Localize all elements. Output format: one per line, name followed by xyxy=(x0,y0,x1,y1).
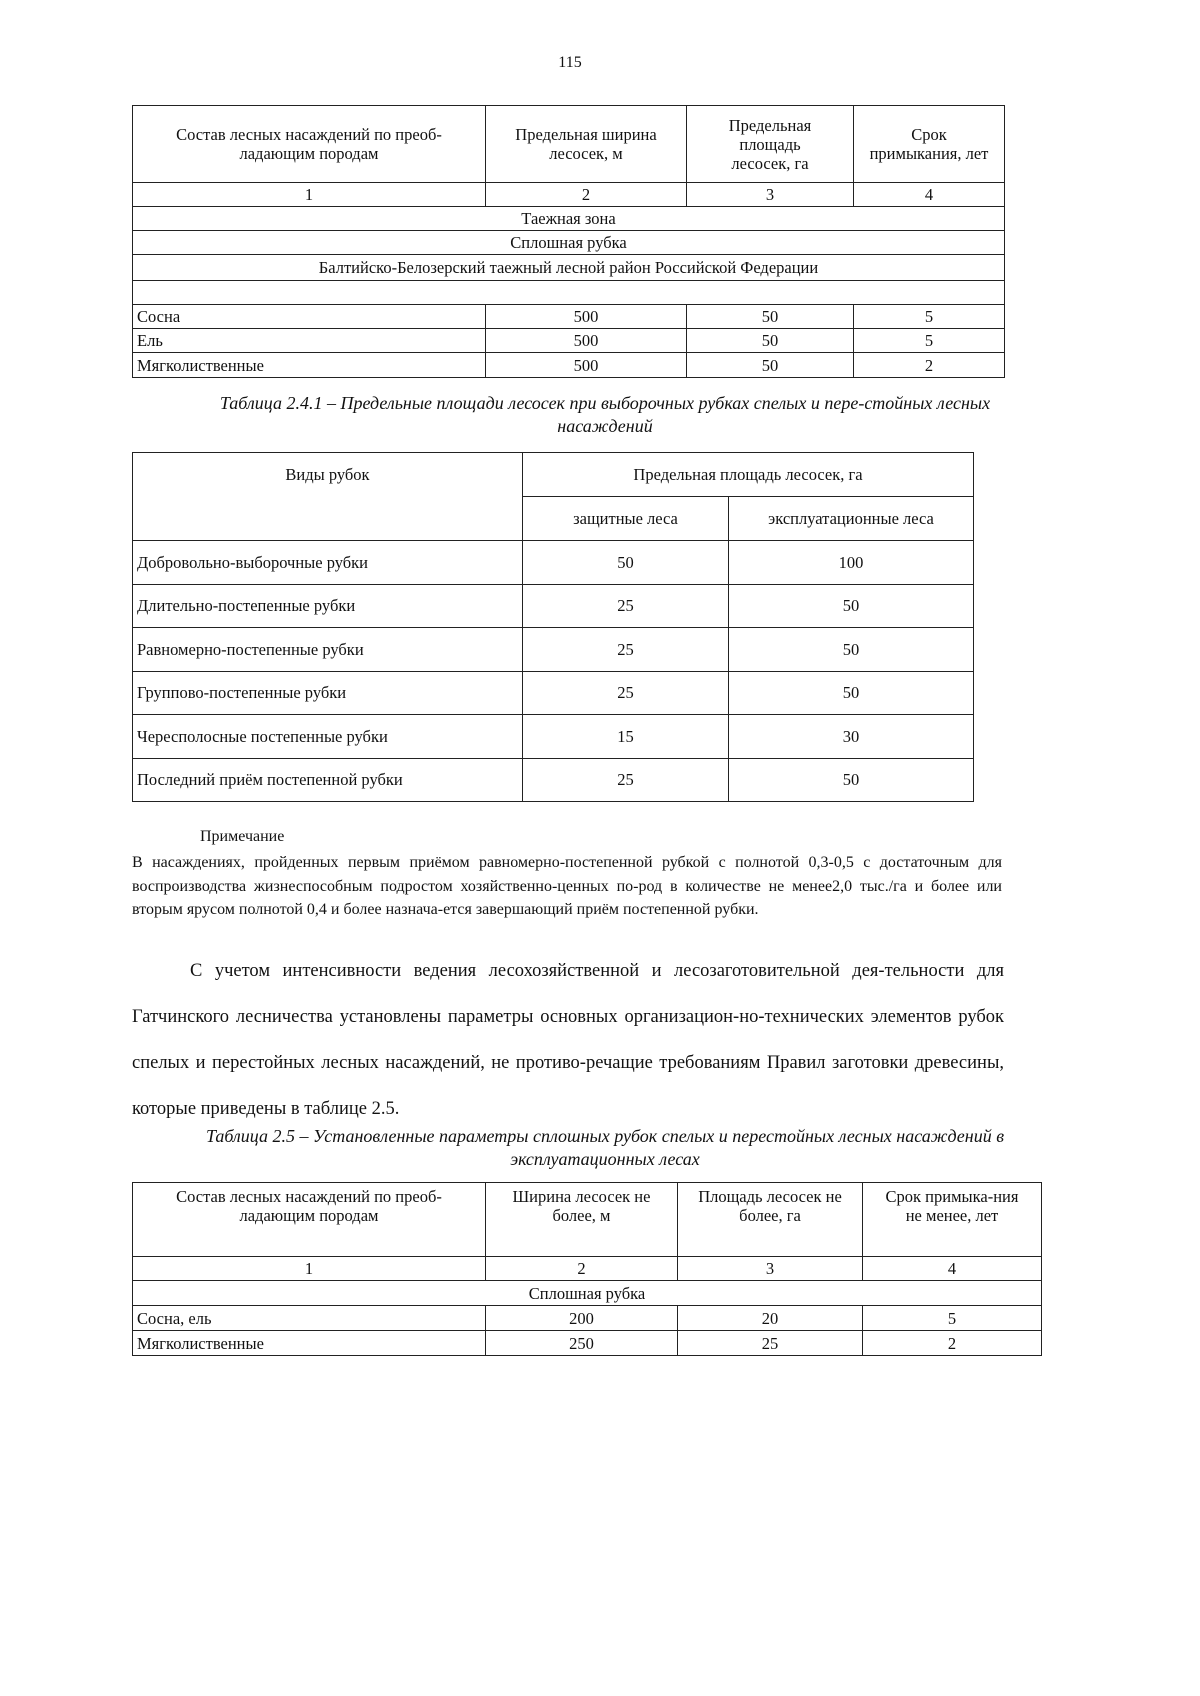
value-cell: 5 xyxy=(863,1306,1042,1331)
value-cell: 50 xyxy=(729,628,974,672)
table-cutting-limits-taiga xyxy=(132,105,1005,378)
value-cell: 15 xyxy=(523,715,729,759)
value-cell: 5 xyxy=(854,305,1005,329)
column-number: 4 xyxy=(863,1257,1042,1281)
header-cell: Предельная площадь лесосек, га xyxy=(687,106,854,183)
value-cell: 50 xyxy=(523,541,729,585)
table-clearcut-parameters xyxy=(132,1182,1042,1356)
value-cell: 500 xyxy=(486,305,687,329)
species-cell: Мягколиственные xyxy=(133,1331,486,1356)
note-text: В насаждениях, пройденных первым приёмом равномерно-постепенной рубкой с полнотой 0,3-0,5 с достаточным для воспроизводства жизнеспособным подростом хозяйственно-ценных по-род в количестве не менее2,0 тыс./га и более или вторым ярусом полнотой 0,4 и более назнача-ется завершающий приём постепенной рубки. xyxy=(132,854,1002,918)
cut-type-cell: Добровольно-выборочные рубки xyxy=(133,541,523,585)
value-cell: 50 xyxy=(687,305,854,329)
column-number: 3 xyxy=(687,183,854,207)
value-cell: 50 xyxy=(729,758,974,802)
header-cell: Ширина лесосек не более, м xyxy=(486,1183,678,1257)
table-caption-2-5: Таблица 2.5 – Установленные параметры сплошных рубок спелых и перестойных лесных насаждений в эксплуатационных лесах xyxy=(205,1126,1005,1169)
page-number: 115 xyxy=(558,54,582,71)
table-row xyxy=(133,628,974,672)
species-cell: Ель xyxy=(133,329,486,353)
value-cell: 30 xyxy=(729,715,974,759)
value-cell: 50 xyxy=(729,584,974,628)
empty-row xyxy=(133,281,1005,305)
value-cell: 50 xyxy=(687,329,854,353)
table-row xyxy=(133,353,1005,378)
value-cell: 20 xyxy=(678,1306,863,1331)
value-cell: 50 xyxy=(729,671,974,715)
subheader-cell: защитные леса xyxy=(523,497,729,541)
header-cell: Срок примыкания, лет xyxy=(854,106,1005,183)
header-cell: Срок примыка-ния не менее, лет xyxy=(863,1183,1042,1257)
species-cell: Мягколиственные xyxy=(133,353,486,378)
cut-type-cell: Последний приём постепенной рубки xyxy=(133,758,523,802)
value-cell: 2 xyxy=(863,1331,1042,1356)
zone-row: Таежная зона xyxy=(133,207,1005,231)
cut-type-row: Сплошная рубка xyxy=(133,1281,1042,1306)
table-row xyxy=(133,584,974,628)
column-number: 1 xyxy=(133,183,486,207)
cut-type-cell: Чересполосные постепенные рубки xyxy=(133,715,523,759)
subheader-cell: эксплуатационные леса xyxy=(729,497,974,541)
column-number: 2 xyxy=(486,1257,678,1281)
table-row xyxy=(133,715,974,759)
value-cell: 100 xyxy=(729,541,974,585)
header-cell: Состав лесных насаждений по преоб-ладающим породам xyxy=(133,1183,486,1257)
table-selective-cutting-limits xyxy=(132,452,974,802)
cut-type-cell: Группово-постепенные рубки xyxy=(133,671,523,715)
value-cell: 50 xyxy=(687,353,854,378)
value-cell: 500 xyxy=(486,353,687,378)
header-cell: Состав лесных насаждений по преоб-ладающим породам xyxy=(133,106,486,183)
value-cell: 25 xyxy=(523,758,729,802)
value-cell: 25 xyxy=(523,628,729,672)
column-number: 3 xyxy=(678,1257,863,1281)
column-number: 1 xyxy=(133,1257,486,1281)
table-row xyxy=(133,305,1005,329)
table-row xyxy=(133,758,974,802)
column-number: 2 xyxy=(486,183,687,207)
body-paragraph: С учетом интенсивности ведения лесохозяйственной и лесозаготовительной дея-тельности для Гатчинского лесничества установлены параметры основных организацион-но-технических элементов рубок спелых и перестойных лесных насаждений, не противо-речащие требованиям Правил заготовки древесины, которые приведены в таблице 2.5. xyxy=(132,961,1004,1119)
cut-type-cell: Длительно-постепенные рубки xyxy=(133,584,523,628)
value-cell: 2 xyxy=(854,353,1005,378)
header-cell: Предельная ширина лесосек, м xyxy=(486,106,687,183)
value-cell: 5 xyxy=(854,329,1005,353)
value-cell: 250 xyxy=(486,1331,678,1356)
species-cell: Сосна xyxy=(133,305,486,329)
value-cell: 200 xyxy=(486,1306,678,1331)
table-row xyxy=(133,671,974,715)
value-cell: 25 xyxy=(523,584,729,628)
region-row: Балтийско-Белозерский таежный лесной район Российской Федерации xyxy=(133,255,1005,281)
cut-type-cell: Равномерно-постепенные рубки xyxy=(133,628,523,672)
value-cell: 25 xyxy=(678,1331,863,1356)
value-cell: 25 xyxy=(523,671,729,715)
note-title: Примечание xyxy=(200,828,285,845)
column-number: 4 xyxy=(854,183,1005,207)
table-row xyxy=(133,1306,1042,1331)
table-row xyxy=(133,1331,1042,1356)
cut-type-row: Сплошная рубка xyxy=(133,231,1005,255)
table-row xyxy=(133,541,974,585)
header-cell: Виды рубок xyxy=(133,453,523,541)
header-cell: Площадь лесосек не более, га xyxy=(678,1183,863,1257)
header-group-cell: Предельная площадь лесосек, га xyxy=(523,453,974,497)
species-cell: Сосна, ель xyxy=(133,1306,486,1331)
table-row xyxy=(133,329,1005,353)
value-cell: 500 xyxy=(486,329,687,353)
table-caption-2-4-1: Таблица 2.4.1 – Предельные площади лесосек при выборочных рубках спелых и пере-стойных лесных насаждений xyxy=(219,393,991,436)
